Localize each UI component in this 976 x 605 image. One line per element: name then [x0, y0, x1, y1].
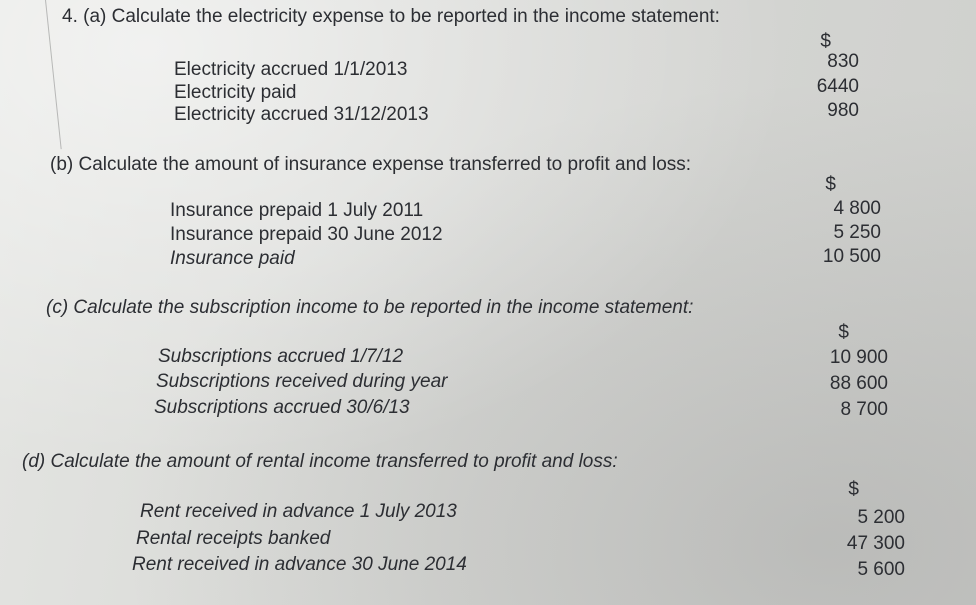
item-d-2-value: 47 300 [846, 533, 905, 554]
item-c-2-value: 88 600 [829, 373, 888, 394]
currency-c: $ [838, 322, 849, 343]
question-d-text: (d) Calculate the amount of rental income transferred to profit and loss: [22, 451, 618, 472]
item-b-2-label: Insurance prepaid 30 June 2012 [170, 224, 443, 245]
item-a-1-label: Electricity accrued 1/1/2013 [174, 59, 408, 80]
item-d-2-label: Rental receipts banked [136, 528, 331, 549]
item-b-1-value: 4 800 [833, 198, 881, 219]
question-c-text: (c) Calculate the subscription income to be reported in the income statement: [46, 297, 694, 318]
item-c-1-value: 10 900 [829, 347, 888, 368]
item-b-2-value: 5 250 [833, 222, 881, 243]
item-c-2-label: Subscriptions received during year [156, 371, 448, 392]
item-a-2-label: Electricity paid [174, 82, 297, 103]
item-d-3-value: 5 600 [857, 559, 905, 580]
item-a-1-value: 830 [827, 51, 859, 72]
currency-d: $ [848, 479, 859, 500]
item-d-1-label: Rent received in advance 1 July 2013 [140, 501, 457, 522]
item-a-3-value: 980 [827, 100, 859, 121]
item-c-1-label: Subscriptions accrued 1/7/12 [158, 346, 404, 367]
currency-b: $ [825, 174, 836, 195]
item-c-3-value: 8 700 [840, 399, 888, 420]
item-b-3-value: 10 500 [822, 246, 881, 267]
question-a-text: 4. (a) Calculate the electricity expense to be reported in the income statement: [62, 6, 720, 27]
currency-a: $ [820, 31, 831, 52]
question-b-text: (b) Calculate the amount of insurance expense transferred to profit and loss: [50, 154, 692, 175]
item-a-2-value: 6440 [816, 76, 859, 97]
item-a-3-label: Electricity accrued 31/12/2013 [174, 104, 429, 125]
item-d-3-label: Rent received in advance 30 June 2014 [132, 554, 467, 575]
item-b-1-label: Insurance prepaid 1 July 2011 [170, 200, 424, 221]
item-b-3-label: Insurance paid [170, 248, 295, 269]
item-c-3-label: Subscriptions accrued 30/6/13 [154, 397, 410, 418]
margin-line [45, 0, 62, 149]
item-d-1-value: 5 200 [857, 507, 905, 528]
